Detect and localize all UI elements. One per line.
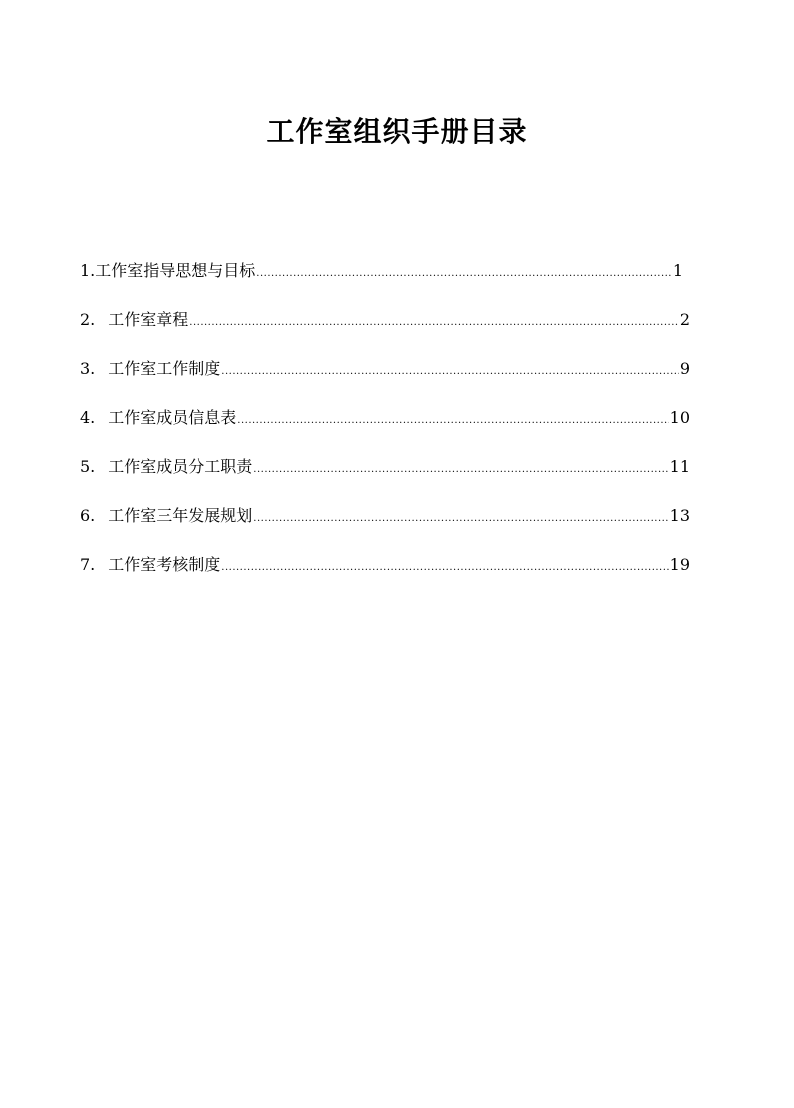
toc-dot-leader <box>189 310 679 336</box>
toc-entry-2[interactable] <box>80 307 690 356</box>
toc-entry-title: 工作室成员信息表 <box>108 408 237 427</box>
toc-entry-number: 4. <box>80 408 96 427</box>
toc-entry-title: 工作室指导思想与目标 <box>95 261 256 280</box>
toc-entry-title: 工作室章程 <box>108 310 189 329</box>
toc-dot-leader <box>237 408 668 434</box>
toc-entry-page: 11 <box>669 457 690 476</box>
toc-entry-page: 10 <box>669 408 690 427</box>
toc-entry-page: 1 <box>672 261 683 280</box>
toc-entry-number: 2. <box>80 310 96 329</box>
toc-entry-number: 7. <box>80 555 96 574</box>
toc-entry-3[interactable] <box>80 356 690 405</box>
toc-entry-1[interactable] <box>80 258 683 307</box>
toc-entry-number: 5. <box>80 457 96 476</box>
toc-entry-page: 19 <box>669 555 690 574</box>
toc-entry-title: 工作室成员分工职责 <box>108 457 253 476</box>
toc-dot-leader <box>221 555 668 581</box>
toc-dot-leader <box>256 261 672 287</box>
toc-entry-number: 6. <box>80 506 96 525</box>
table-of-contents <box>80 258 690 601</box>
toc-dot-leader <box>253 457 668 483</box>
toc-dot-leader <box>221 359 679 385</box>
toc-entry-4[interactable] <box>80 405 690 454</box>
toc-entry-page: 13 <box>669 506 690 525</box>
toc-entry-6[interactable] <box>80 503 690 552</box>
toc-entry-page: 2 <box>679 310 690 329</box>
toc-entry-7[interactable] <box>80 552 690 601</box>
toc-dot-leader <box>253 506 668 532</box>
toc-entry-title: 工作室三年发展规划 <box>108 506 253 525</box>
toc-entry-title: 工作室考核制度 <box>108 555 221 574</box>
toc-entry-title: 工作室工作制度 <box>108 359 221 378</box>
toc-entry-number: 1. <box>80 261 96 280</box>
toc-entry-page: 9 <box>679 359 690 378</box>
page-title: 工作室组织手册目录 <box>266 115 528 148</box>
toc-entry-5[interactable] <box>80 454 690 503</box>
toc-entry-number: 3. <box>80 359 96 378</box>
